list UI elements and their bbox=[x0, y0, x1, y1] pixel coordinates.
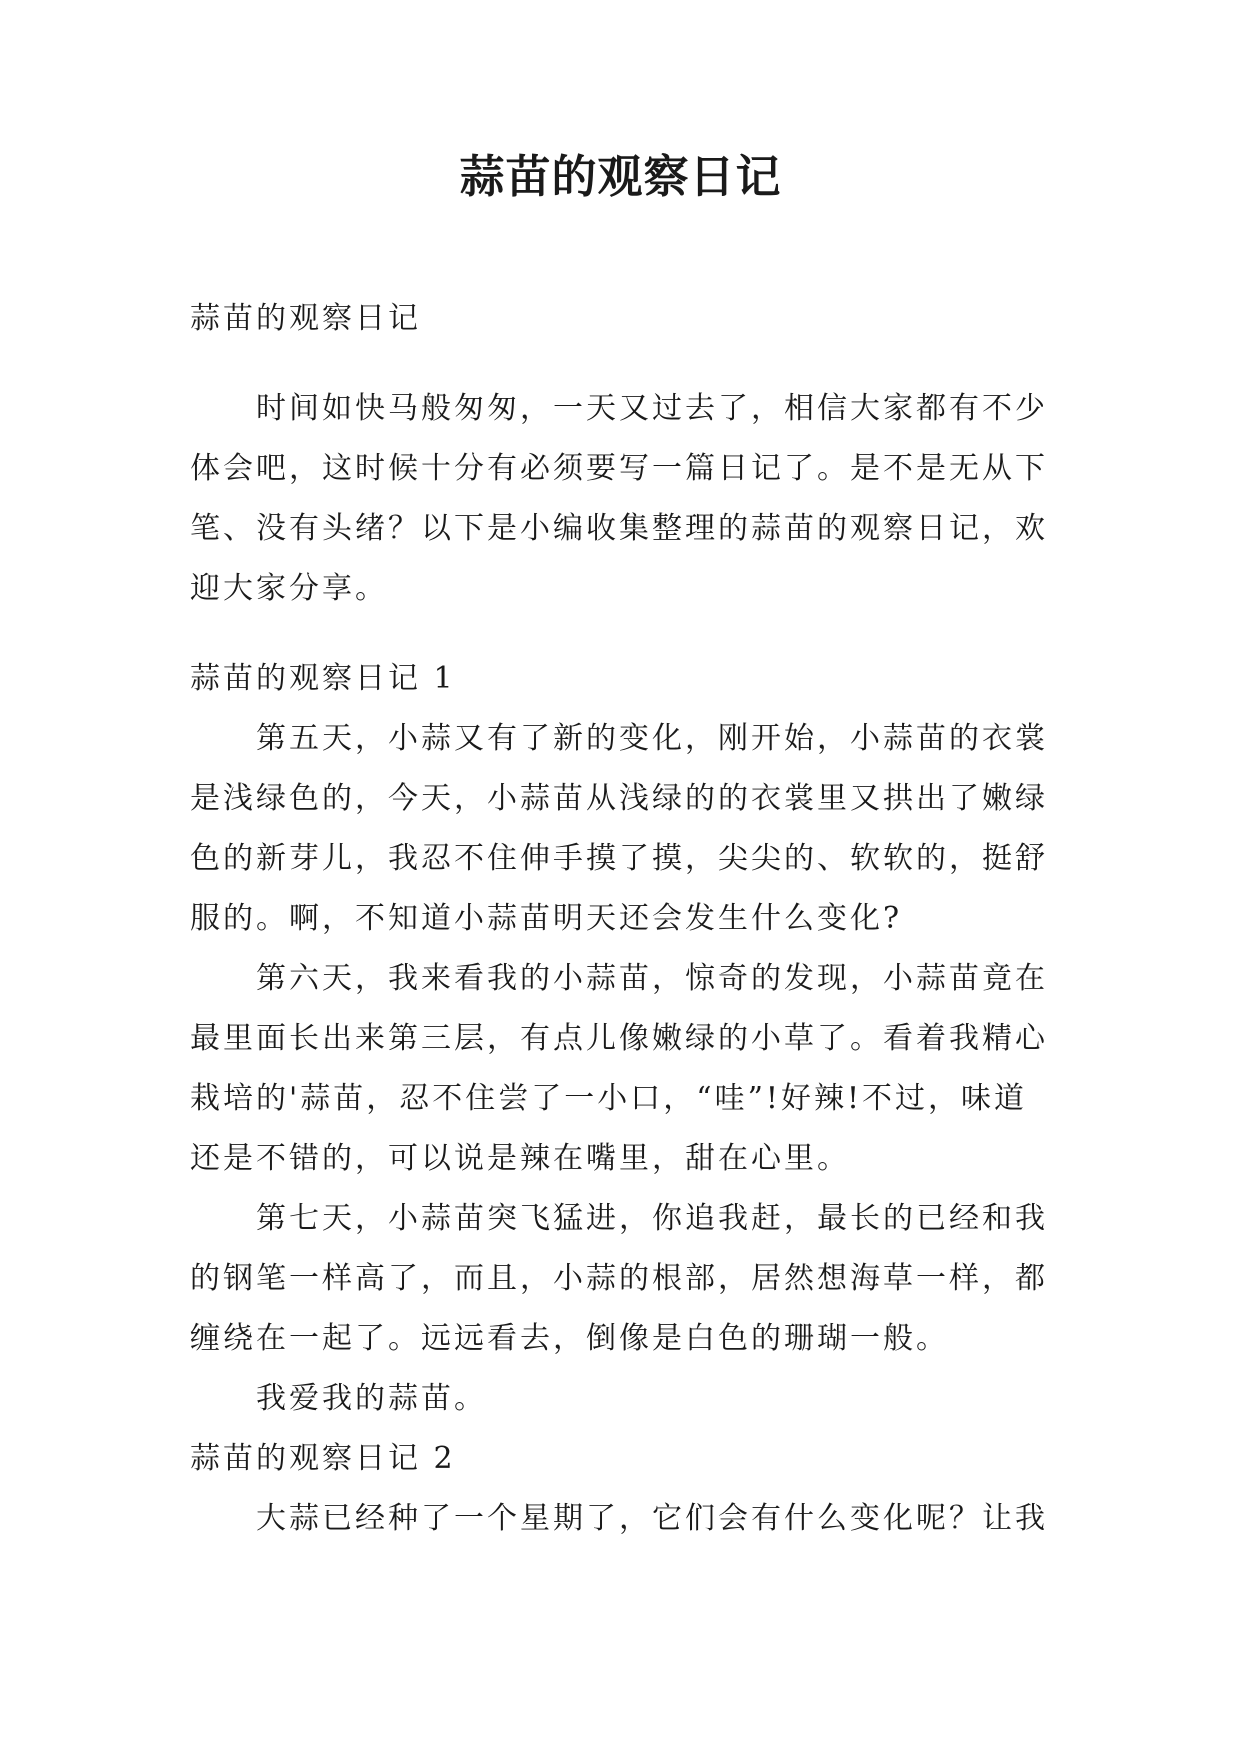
paragraph-line: 第六天，我来看我的小蒜苗，惊奇的发现，小蒜苗竟在 bbox=[256, 961, 1048, 996]
paragraph-spacer bbox=[190, 619, 1060, 649]
diary-1-paragraph-2 bbox=[190, 949, 1060, 1189]
paragraph-line: 是浅绿色的，今天，小蒜苗从浅绿的的衣裳里又拱出了嫩绿 bbox=[190, 781, 1048, 816]
paragraph-line: 第七天，小蒜苗突飞猛进，你追我赶，最长的已经和我 bbox=[256, 1201, 1048, 1236]
paragraph-line: 缠绕在一起了。远远看去，倒像是白色的珊瑚一般。 bbox=[190, 1321, 949, 1356]
paragraph-line: 的钢笔一样高了，而且，小蒜的根部，居然想海草一样，都 bbox=[190, 1261, 1048, 1296]
paragraph-line: 时间如快马般匆匆，一天又过去了，相信大家都有不少 bbox=[256, 391, 1048, 426]
section-heading: 蒜苗的观察日记 bbox=[190, 301, 421, 336]
diary-1-heading: 蒜苗的观察日记 1 bbox=[190, 661, 456, 696]
diary-1-paragraph-1 bbox=[190, 709, 1060, 949]
document-title: 蒜苗的观察日记 bbox=[459, 150, 782, 203]
diary-1-paragraph-4 bbox=[190, 1369, 1060, 1429]
paragraph-line: 服的。啊，不知道小蒜苗明天还会发生什么变化? bbox=[190, 901, 903, 936]
paragraph-line: 栽培的'蒜苗，忍不住尝了一小口，“哇”!好辣!不过，味道 bbox=[190, 1081, 1028, 1116]
document-body bbox=[190, 289, 1060, 1549]
paragraph-spacer bbox=[190, 349, 1060, 379]
paragraph-line: 第五天，小蒜又有了新的变化，刚开始，小蒜苗的衣裳 bbox=[256, 721, 1048, 756]
paragraph-line: 笔、没有头绪？以下是小编收集整理的蒜苗的观察日记，欢 bbox=[190, 511, 1048, 546]
intro-paragraph bbox=[190, 379, 1060, 619]
paragraph-line: 我爱我的蒜苗。 bbox=[256, 1381, 487, 1416]
paragraph-line: 迎大家分享。 bbox=[190, 571, 388, 606]
paragraph-line: 最里面长出来第三层，有点儿像嫩绿的小草了。看着我精心 bbox=[190, 1021, 1048, 1056]
paragraph-line: 还是不错的，可以说是辣在嘴里，甜在心里。 bbox=[190, 1141, 850, 1176]
diary-1-paragraph-3 bbox=[190, 1189, 1060, 1369]
paragraph-line: 体会吧，这时候十分有必须要写一篇日记了。是不是无从下 bbox=[190, 451, 1048, 486]
diary-2-paragraph-1 bbox=[190, 1489, 1060, 1549]
diary-2-heading: 蒜苗的观察日记 2 bbox=[190, 1441, 456, 1476]
paragraph-line: 色的新芽儿，我忍不住伸手摸了摸，尖尖的、软软的，挺舒 bbox=[190, 841, 1048, 876]
paragraph-line: 大蒜已经种了一个星期了，它们会有什么变化呢？让我 bbox=[256, 1501, 1048, 1536]
